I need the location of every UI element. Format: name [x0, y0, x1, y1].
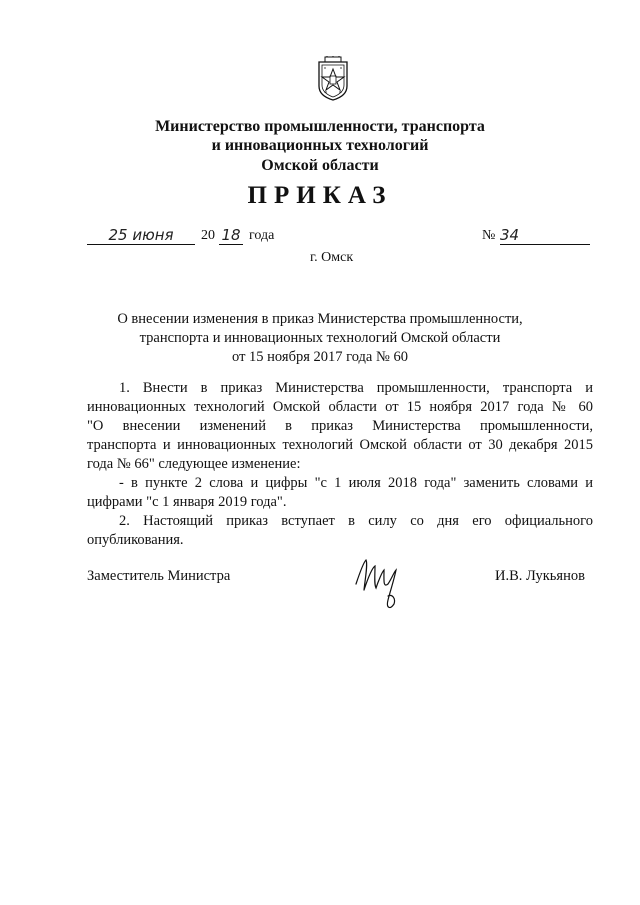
handwritten-signature	[350, 550, 410, 612]
year-word: года	[249, 228, 275, 243]
paragraph-1-line-4: транспорта и инновационных технологий Омской области от 30 декабря 2015	[87, 437, 593, 453]
signatory-name: И.В. Лукьянов	[495, 568, 585, 584]
year-handwritten: 18	[219, 226, 243, 245]
year-prefix: 20	[201, 228, 215, 243]
subject-line-1: О внесении изменения в приказ Министерства промышленности,	[117, 311, 523, 327]
paragraph-2-line-2: цифрами "с 1 января 2019 года".	[87, 494, 287, 510]
city: г. Омск	[310, 250, 354, 265]
ministry-name-line-2: и инновационных технологий	[211, 137, 429, 154]
date-line	[87, 224, 287, 248]
order-number	[482, 224, 592, 248]
number-label: №	[482, 228, 496, 243]
paragraph-1-line-1: 1. Внести в приказ Министерства промышленности, транспорта и	[119, 380, 593, 396]
paragraph-1-line-5: года № 66" следующее изменение:	[87, 456, 301, 472]
paragraph-1-line-2: инновационных технологий Омской области от 15 ноября 2017 года № 60	[87, 399, 593, 415]
subject-line-2: транспорта и инновационных технологий Омской области	[139, 330, 501, 346]
document-title: ПРИКАЗ	[247, 182, 393, 209]
signatory-role: Заместитель Министра	[87, 568, 231, 584]
subject-line-3: от 15 ноября 2017 года № 60	[232, 349, 408, 365]
date-handwritten: 25 июня	[87, 226, 195, 245]
paragraph-1-line-3: "О внесении изменений в приказ Министерства промышленности,	[87, 418, 593, 434]
ministry-name-line-1: Министерство промышленности, транспорта	[155, 118, 485, 135]
number-handwritten: 34	[500, 226, 590, 245]
paragraph-3-line-2: опубликования.	[87, 532, 184, 548]
coat-of-arms-icon	[316, 56, 350, 102]
paragraph-3-line-1: 2. Настоящий приказ вступает в силу со дня его официального	[119, 513, 593, 529]
paragraph-2-line-1: - в пункте 2 слова и цифры "с 1 июля 2018 года" заменить словами и	[119, 475, 593, 491]
ministry-name-line-3: Омской области	[261, 157, 379, 174]
